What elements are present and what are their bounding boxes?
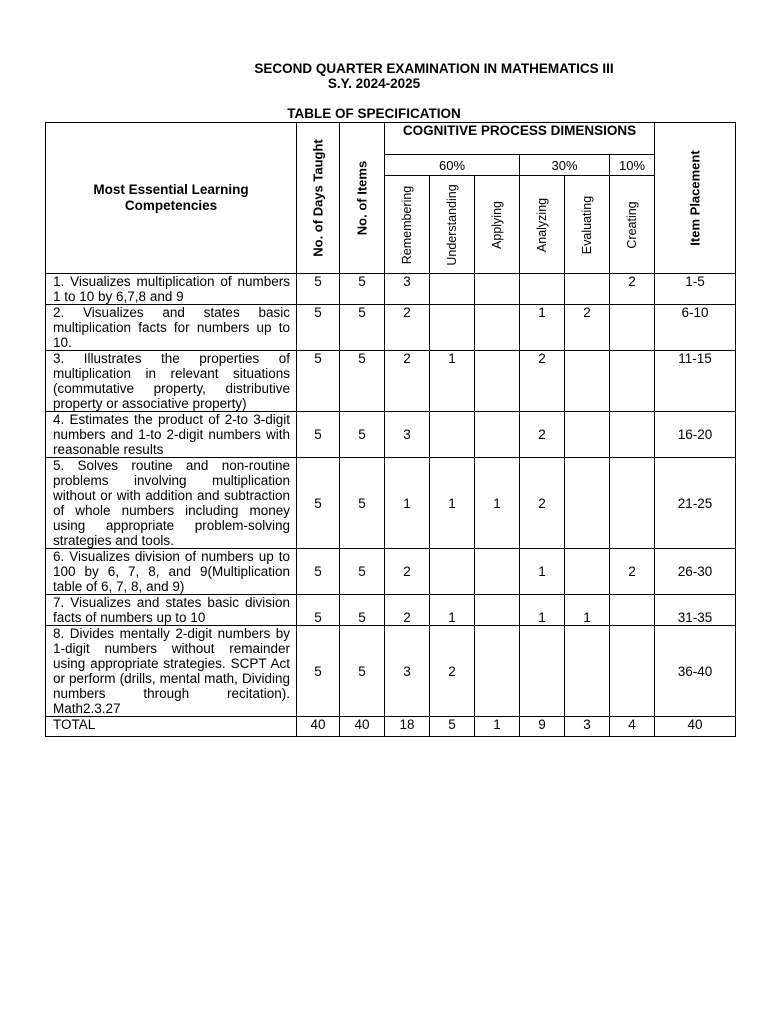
und-cell: 2 [430, 626, 475, 717]
header-creating [610, 176, 655, 274]
days-cell: 5 [297, 351, 340, 412]
cre-cell: 2 [610, 549, 655, 595]
table-row [46, 412, 736, 458]
header-applying [475, 176, 520, 274]
competency-cell: 2. Visualizes and states basic multiplication facts for numbers up to 10. [46, 305, 297, 351]
items-cell: 5 [340, 549, 385, 595]
total-items: 40 [340, 717, 385, 737]
exam-title: SECOND QUARTER EXAMINATION IN MATHEMATICS III [254, 61, 614, 76]
cre-cell [610, 305, 655, 351]
items-cell: 5 [340, 351, 385, 412]
creating-label: Creating [625, 200, 639, 249]
eva-cell [565, 412, 610, 458]
header-remembering [385, 176, 430, 274]
total-rem: 18 [385, 717, 430, 737]
days-cell: 5 [297, 595, 340, 626]
ana-cell: 2 [520, 412, 565, 458]
header-cognitive: COGNITIVE PROCESS DIMENSIONS [385, 123, 655, 155]
header-no-items [340, 123, 385, 274]
items-cell: 5 [340, 274, 385, 305]
pct-10: 10% [610, 155, 655, 176]
app-cell: 1 [475, 458, 520, 549]
remembering-label: Remembering [400, 185, 414, 264]
days-cell: 5 [297, 549, 340, 595]
app-cell [475, 549, 520, 595]
table-row [46, 626, 736, 717]
table-row [46, 595, 736, 626]
items-cell: 5 [340, 412, 385, 458]
und-cell [430, 274, 475, 305]
days-cell: 5 [297, 626, 340, 717]
und-cell: 1 [430, 351, 475, 412]
place-cell: 6-10 [655, 305, 736, 351]
eva-cell [565, 274, 610, 305]
app-cell [475, 274, 520, 305]
table-row [46, 458, 736, 549]
days-cell: 5 [297, 458, 340, 549]
table-row [46, 351, 736, 412]
ana-cell: 1 [520, 595, 565, 626]
competency-cell: 3. Illustrates the properties of multiplication in relevant situations (commutative property, distributive property or associative property) [46, 351, 297, 412]
und-cell [430, 549, 475, 595]
ana-cell: 1 [520, 305, 565, 351]
items-cell: 5 [340, 305, 385, 351]
competency-cell: 8. Divides mentally 2-digit numbers by 1-digit numbers without remainder using appropriate strategies. SCPT Act or perform (drills, mental math, Dividing numbers through recitation). Math2.3.27 [46, 626, 297, 717]
und-cell [430, 412, 475, 458]
school-year: S.Y. 2024-2025 [327, 76, 421, 91]
app-cell [475, 595, 520, 626]
ana-cell: 2 [520, 458, 565, 549]
table-row [46, 274, 736, 305]
place-cell: 1-5 [655, 274, 736, 305]
rem-cell: 3 [385, 412, 430, 458]
competency-cell: 5. Solves routine and non-routine problems involving multiplication without or with addition and subtraction of whole numbers including money using appropriate problem-solving strategies and tools. [46, 458, 297, 549]
rem-cell: 2 [385, 305, 430, 351]
evaluating-label: Evaluating [580, 195, 594, 254]
place-cell: 11-15 [655, 351, 736, 412]
rem-cell: 2 [385, 595, 430, 626]
days-cell: 5 [297, 305, 340, 351]
days-cell: 5 [297, 412, 340, 458]
place-cell: 31-35 [655, 595, 736, 626]
header-evaluating [565, 176, 610, 274]
items-cell: 5 [340, 595, 385, 626]
header-days-label: No. of Days Taught [310, 139, 326, 257]
pct-30: 30% [520, 155, 610, 176]
eva-cell [565, 626, 610, 717]
total-row [46, 717, 736, 737]
competency-cell: 7. Visualizes and states basic division facts of numbers up to 10 [46, 595, 297, 626]
rem-cell: 2 [385, 549, 430, 595]
days-cell: 5 [297, 274, 340, 305]
rem-cell: 3 [385, 274, 430, 305]
ana-cell: 1 [520, 549, 565, 595]
applying-label: Applying [490, 200, 504, 249]
app-cell [475, 305, 520, 351]
cre-cell [610, 351, 655, 412]
und-cell: 1 [430, 595, 475, 626]
items-cell: 5 [340, 626, 385, 717]
und-cell [430, 305, 475, 351]
app-cell [475, 412, 520, 458]
table-row [46, 305, 736, 351]
eva-cell [565, 549, 610, 595]
app-cell [475, 626, 520, 717]
total-app: 1 [475, 717, 520, 737]
analyzing-label: Analyzing [535, 197, 549, 252]
total-und: 5 [430, 717, 475, 737]
app-cell [475, 351, 520, 412]
competency-cell: 4. Estimates the product of 2-to 3-digit numbers and 1-to 2-digit numbers with reasonable results [46, 412, 297, 458]
specification-table [45, 122, 736, 737]
cre-cell: 2 [610, 274, 655, 305]
items-cell: 5 [340, 458, 385, 549]
header-understanding [430, 176, 475, 274]
header-days-taught [297, 123, 340, 274]
header-items-label: No. of Items [354, 160, 370, 236]
table-row [46, 549, 736, 595]
header-competencies: Most Essential Learning Competencies [46, 123, 297, 274]
place-cell: 21-25 [655, 458, 736, 549]
competency-cell: 6. Visualizes division of numbers up to 100 by 6, 7, 8, and 9(Multiplication table of 6, 7, 8, and 9) [46, 549, 297, 595]
ana-cell: 2 [520, 351, 565, 412]
rem-cell: 2 [385, 351, 430, 412]
place-cell: 26-30 [655, 549, 736, 595]
competency-cell: 1. Visualizes multiplication of numbers 1 to 10 by 6,7,8 and 9 [46, 274, 297, 305]
header-item-placement [655, 123, 736, 274]
rem-cell: 3 [385, 626, 430, 717]
eva-cell [565, 351, 610, 412]
place-cell: 36-40 [655, 626, 736, 717]
header-placement-label: Item Placement [687, 150, 703, 246]
und-cell: 1 [430, 458, 475, 549]
cre-cell [610, 412, 655, 458]
pct-60: 60% [385, 155, 520, 176]
understanding-label: Understanding [445, 183, 459, 266]
total-cre: 4 [610, 717, 655, 737]
total-eva: 3 [565, 717, 610, 737]
eva-cell: 2 [565, 305, 610, 351]
cre-cell [610, 458, 655, 549]
cre-cell [610, 595, 655, 626]
eva-cell: 1 [565, 595, 610, 626]
rem-cell: 1 [385, 458, 430, 549]
total-ana: 9 [520, 717, 565, 737]
total-place: 40 [655, 717, 736, 737]
cre-cell [610, 626, 655, 717]
place-cell: 16-20 [655, 412, 736, 458]
ana-cell [520, 626, 565, 717]
total-label: TOTAL [46, 717, 297, 737]
total-days: 40 [297, 717, 340, 737]
header-analyzing [520, 176, 565, 274]
ana-cell [520, 274, 565, 305]
table-title: TABLE OF SPECIFICATION [287, 106, 461, 121]
eva-cell [565, 458, 610, 549]
header-row-1 [46, 123, 736, 155]
